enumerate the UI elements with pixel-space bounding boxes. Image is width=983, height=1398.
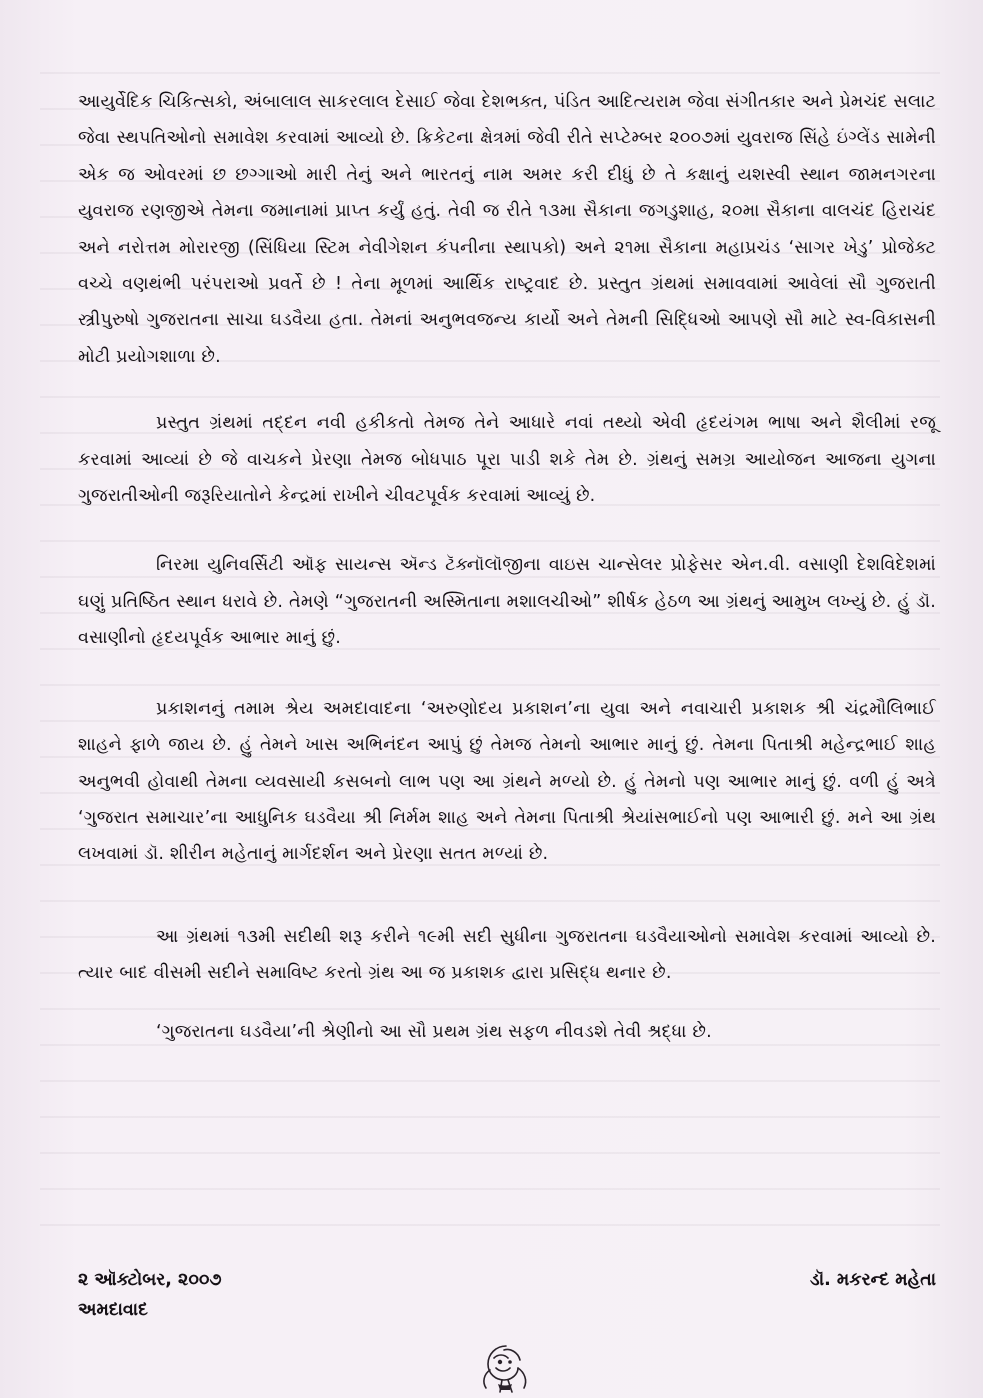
paragraph-2: પ્રસ્તુત ગ્રંથમાં તદ્દન નવી હકીકતો તેમજ તેને આધારે નવાં તથ્યો એવી હૃદયંગમ ભાષા અને શૈલીમાં રજૂ કરવામાં આવ્યાં છે જે વાચકને પ્રેરણા તેમજ બોધપાઠ પૂરા પાડી શકે તેમ છે. ગ્રંથનું સમગ્ર આયોજન આજના યુગના ગુજરાતીઓની જરૂરિયાતોને કેન્દ્રમાં રાખીને ચીવટપૂર્વક કરવામાં આવ્યું છે. (78, 413, 936, 507)
paragraph-3: નિરમા યુનિવર્સિટી ઑફ સાયન્સ ઍન્ડ ટૅક્નૉલૉજીના વાઇસ ચાન્સેલર પ્રોફેસર એન.વી. વસાણી દેશવિદેશમાં ઘણું પ્રતિષ્ઠિત સ્થાન ધરાવે છે. તેમણે “ગુજરાતની અસ્મિતાના મશાલચીઓ” શીર્ષક હેઠળ આ ગ્રંથનું આમુખ લખ્યું છે. હું ડૉ. વસાણીનો હૃદયપૂર્વક આભાર માનું છું. (78, 555, 936, 649)
signature-author: ડૉ. મકરન્દ મહેતા (810, 1270, 936, 1290)
preface-body (78, 84, 936, 1050)
paragraph-1: આયુર્વેદિક ચિકિત્સકો, અંબાલાલ સાકરલાલ દેસાઈ જેવા દેશભક્ત, પંડિત આદિત્યરામ જેવા સંગીતકાર અને પ્રેમચંદ સલાટ જેવા સ્થપતિઓનો સમાવેશ કરવામાં આવ્યો છે. ક્રિકેટના ક્ષેત્રમાં જેવી રીતે સપ્ટેમ્બર ૨૦૦૭માં યુવરાજ સિંહે ઇંગ્લેંડ સામેની એક જ ઓવરમાં છ છગ્ગાઓ મારી તેનું અને ભારતનું નામ અમર કરી દીધું છે તે કક્ષાનું યશસ્વી સ્થાન જામનગરના યુવરાજ રણજીએ તેમના જમાનામાં પ્રાપ્ત કર્યું હતું. તેવી જ રીતે ૧૩મા સૈકાના જગડુશાહ, ૨૦મા સૈકાના વાલચંદ હિરાચંદ અને નરોત્તમ મોરારજી (સિંધિયા સ્ટિમ નેવીગેશન કંપનીના સ્થાપકો) અને ૨૧મા સૈકાના મહાપ્રચંડ ‘સાગર ખેડુ’ પ્રોજેક્ટ વચ્ચે વણથંભી પરંપરાઓ પ્રવર્તે છે ! તેના મૂળમાં આર્થિક રાષ્ટ્રવાદ છે. પ્રસ્તુત ગ્રંથમાં સમાવવામાં આવેલાં સૌ ગુજરાતી સ્ત્રીપુરુષો ગુજરાતના સાચા ઘડવૈયા હતા. તેમનાં અનુભવજન્ય કાર્યો અને તેમની સિદ્ધિઓ આપણે સૌ માટે સ્વ-વિકાસની મોટી પ્રયોગશાળા છે. (78, 92, 936, 367)
paragraph-4: પ્રકાશનનું તમામ શ્રેય અમદાવાદના ‘અરુણોદય પ્રકાશન’ના યુવા અને નવાચારી પ્રકાશક શ્રી ચંદ્રમૌલિભાઈ શાહને ફાળે જાય છે. હું તેમને ખાસ અભિનંદન આપું છું તેમજ તેમનો આભાર માનું છું. તેમના પિતાશ્રી મહેન્દ્રભાઈ શાહ અનુભવી હોવાથી તેમના વ્યવસાયી કસબનો લાભ પણ આ ગ્રંથને મળ્યો છે. હું તેમનો પણ આભાર માનું છું. વળી હું અત્રે ‘ગુજરાત સમાચાર’ના આધુનિક ઘડવૈયા શ્રી નિર્મમ શાહ અને તેમના પિતાશ્રી શ્રેયાંસભાઈનો પણ આભારી છું. મને આ ગ્રંથ લખવામાં ડૉ. શીરીન મહેતાનું માર્ગદર્શન અને પ્રેરણા સતત મળ્યાં છે. (78, 698, 936, 865)
paragraph-6: ‘ગુજરાતના ઘડવૈયા’ની શ્રેણીનો આ સૌ પ્રથમ ગ્રંથ સફળ નીવડશે તેવી શ્રદ્ધા છે. (156, 1021, 712, 1042)
hand-drawn-motif-icon (474, 1340, 538, 1396)
paragraph-5: આ ગ્રંથમાં ૧૩મી સદીથી શરૂ કરીને ૧૯મી સદી સુધીના ગુજરાતના ઘડવૈયાઓનો સમાવેશ કરવામાં આવ્યો છે. ત્યાર બાદ વીસમી સદીને સમાવિષ્ટ કરતો ગ્રંથ આ જ પ્રકાશક દ્વારા પ્રસિદ્ધ થનાર છે. (78, 926, 936, 984)
signature-place: અમદાવાદ (78, 1300, 148, 1320)
signature-date: ૨ ઑક્ટોબર, ૨૦૦૭ (78, 1270, 222, 1290)
